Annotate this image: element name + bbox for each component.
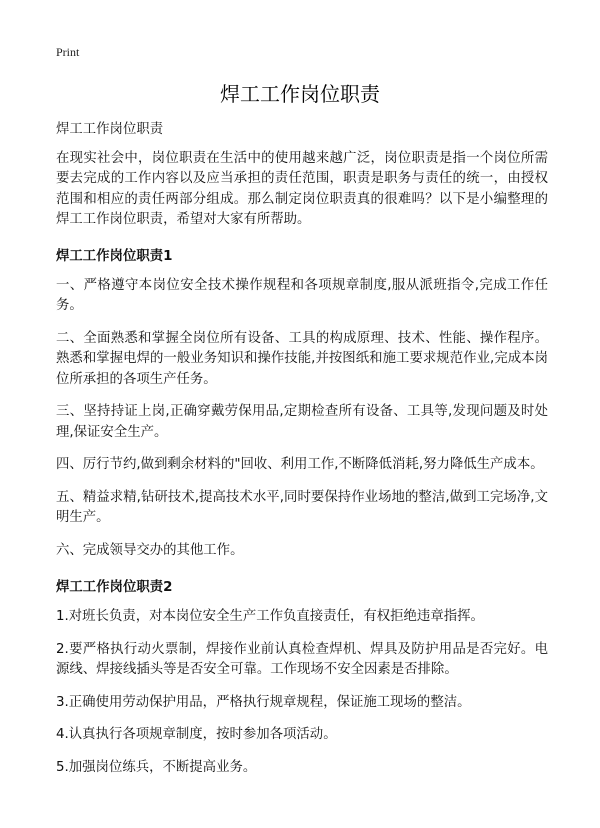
section-2-item: 1.对班长负责，对本岗位安全生产工作负直接责任，有权拒绝违章指挥。: [56, 609, 484, 624]
document-body: [56, 120, 548, 778]
section-1-item: 四、厉行节约,做到剩余材料的"回收、利用工作,不断降低消耗,努力降低生产成本。: [56, 457, 544, 472]
section-2-item: 4.认真执行各项规章制度，按时参加各项活动。: [56, 727, 337, 742]
section-1-item: 一、严格遵守本岗位安全技术操作规程和各项规章制度,服从派班指令,完成工作任务。: [56, 277, 548, 313]
print-link[interactable]: Print: [56, 45, 80, 59]
section-2-heading: 焊工工作岗位职责2: [56, 580, 173, 595]
section-1-item: 五、精益求精,钻研技术,提高技术水平,同时要保持作业场地的整洁,做到工完场净,文明生产。: [56, 489, 548, 525]
section-2-item: 2.要严格执行动火票制，焊接作业前认真检查焊机、焊具及防护用品是否完好。电源线、焊接线插头等是否安全可靠。工作现场不安全因素是否排除。: [56, 641, 548, 677]
section-1-heading: 焊工工作岗位职责1: [56, 248, 173, 264]
section-2-item: 3.正确使用劳动保护用品，严格执行规章规程，保证施工现场的整洁。: [56, 694, 471, 710]
page-title: 焊工工作岗位职责: [220, 82, 380, 106]
section-2-item: 5.加强岗位练兵，不断提高业务。: [56, 759, 257, 775]
section-1-item: 三、坚持持证上岗,正确穿戴劳保用品,定期检查所有设备、工具等,发现问题及时处理,保证安全生产。: [56, 404, 548, 440]
intro-paragraph: 在现实社会中，岗位职责在生活中的使用越来越广泛，岗位职责是指一个岗位所需要去完成的工作内容以及应当承担的责任范围，职责是职务与责任的统一，由授权范围和相应的责任两部分组成。那么制定岗位职责真的很难吗？以下是小编整理的焊工工作岗位职责，希望对大家有所帮助。: [56, 150, 548, 227]
document-subtitle: 焊工工作岗位职责: [56, 122, 164, 137]
section-1-item: 六、完成领导交办的其他工作。: [56, 542, 244, 558]
section-1-item: 二、全面熟悉和掌握全岗位所有设备、工具的构成原理、技术、性能、操作程序。熟悉和掌握电焊的一般业务知识和操作技能,并按图纸和施工要求规范作业,完成本岗位所承担的各项生产任务。: [56, 330, 548, 387]
